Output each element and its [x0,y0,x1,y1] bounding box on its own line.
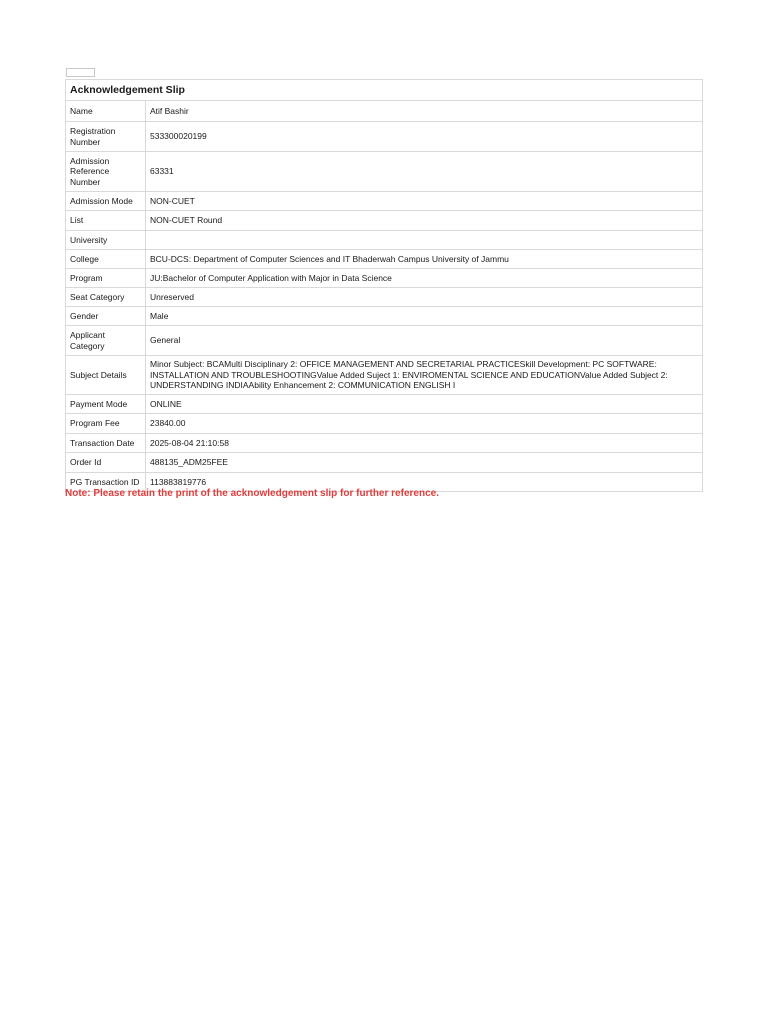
row-label: Admission Reference Number [66,152,146,192]
table-row [66,101,703,122]
row-value: 488135_ADM25FEE [146,453,703,473]
table-row [66,395,703,414]
row-value: 113883819776 [146,473,703,492]
row-label: Admission Mode [66,192,146,211]
row-value [146,231,703,250]
row-label: Program [66,269,146,288]
row-label: Subject Details [66,356,146,395]
row-value: JU:Bachelor of Computer Application with Major in Data Science [146,269,703,288]
row-label: Name [66,101,146,122]
table-row [66,434,703,453]
row-value: Atif Bashir [146,101,703,122]
row-label: Transaction Date [66,434,146,453]
title-row [66,80,703,101]
table-row [66,231,703,250]
row-value: ONLINE [146,395,703,414]
row-label: College [66,250,146,269]
retain-print-note: Note: Please retain the print of the acknowledgement slip for further reference. [65,488,439,499]
table-row [66,211,703,231]
row-label: Applicant Category [66,326,146,356]
table-row [66,453,703,473]
table-row [66,288,703,307]
row-value: Unreserved [146,288,703,307]
table-row [66,250,703,269]
table-row [66,307,703,326]
table-row [66,152,703,192]
row-label: Order Id [66,453,146,473]
row-label: PG Transaction ID [66,473,146,492]
row-label: Gender [66,307,146,326]
row-value: 533300020199 [146,122,703,152]
row-label: Seat Category [66,288,146,307]
row-value: 63331 [146,152,703,192]
row-value: 2025-08-04 21:10:58 [146,434,703,453]
row-label: Payment Mode [66,395,146,414]
row-value: General [146,326,703,356]
row-value: NON-CUET Round [146,211,703,231]
table-row [66,414,703,434]
table-row [66,192,703,211]
table-row [66,326,703,356]
table-row [66,356,703,395]
row-value: 23840.00 [146,414,703,434]
row-label: University [66,231,146,250]
row-label: List [66,211,146,231]
row-value: BCU-DCS: Department of Computer Sciences and IT Bhaderwah Campus University of Jammu [146,250,703,269]
row-value: Male [146,307,703,326]
row-value: Minor Subject: BCAMulti Disciplinary 2: OFFICE MANAGEMENT AND SECRETARIAL PRACTICESkill Development: PC SOFTWARE: INSTALLATION AND TROUBLESHOOTINGValue Added Suject 1: ENVIROMENTAL SCIENCE AND EDUCATIONValue Added Subject 2: UNDERSTANDING INDIAAbility Enhancement 2: COMMUNICATION ENGLISH I [146,356,703,395]
slip-title: Acknowledgement Slip [66,80,703,101]
table-row [66,269,703,288]
row-label: Registration Number [66,122,146,152]
table-row [66,122,703,152]
row-label: Program Fee [66,414,146,434]
logo-placeholder [66,68,95,77]
acknowledgement-table [65,79,703,492]
row-value: NON-CUET [146,192,703,211]
